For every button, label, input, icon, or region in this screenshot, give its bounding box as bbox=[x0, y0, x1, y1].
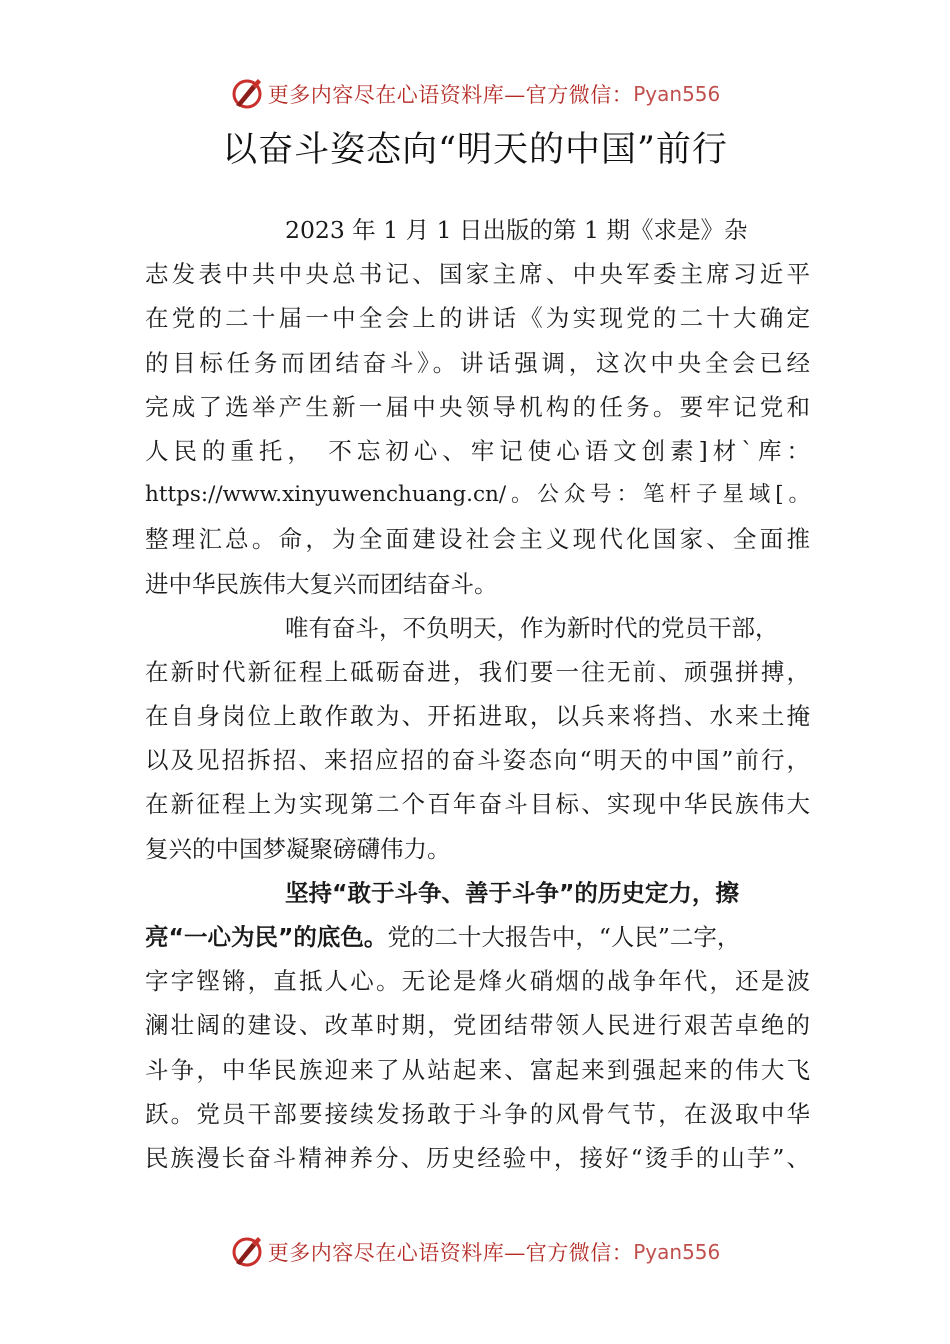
text-line-rest: 党的二十大报告中，“人民”二字， bbox=[387, 923, 741, 951]
text-line: 以及见招拆招、来招应招的奋斗姿态向“明天的中国”前行， bbox=[145, 746, 810, 775]
text-line: 在党的二十届一中全会上的讲话《为实现党的二十大确定 bbox=[145, 304, 810, 333]
footer-banner bbox=[0, 1232, 950, 1272]
paragraph-2 bbox=[145, 606, 810, 871]
text-line: https://www.xinyuwenchuang.cn/。公众号：笔杆子星域[。 bbox=[145, 482, 810, 508]
text-line: 进中华民族伟大复兴而团结奋斗。 bbox=[145, 569, 498, 598]
text-line: 在自身岗位上敢作敢为、开拓进取，以兵来将挡、水来土掩 bbox=[145, 702, 810, 731]
text-line: 志发表中共中央总书记、国家主席、中央军委主席习近平 bbox=[145, 260, 810, 289]
text-line: 跃。党员干部要接续发扬敢于斗争的风骨气节，在汲取中华 bbox=[145, 1099, 810, 1128]
text-line: 斗争，中华民族迎来了从站起来、富起来到强起来的伟大飞 bbox=[145, 1055, 810, 1084]
text-line: 人民的重托， 不忘初心、牢记使心语文创素]材`库： bbox=[145, 436, 810, 465]
pen-logo-icon bbox=[230, 1235, 264, 1269]
text-line: 澜壮阔的建设、改革时期，党团结带领人民进行艰苦卓绝的 bbox=[145, 1011, 810, 1040]
bold-heading-line: 坚持“敢于斗争、善于斗争”的历史定力，擦 bbox=[285, 878, 739, 907]
text-line: 整理汇总。命，为全面建设社会主义现代化国家、全面推 bbox=[145, 525, 810, 554]
text-line: 在新征程上为实现第二个百年奋斗目标、实现中华民族伟大 bbox=[145, 790, 810, 819]
paragraph-1 bbox=[145, 208, 810, 606]
header-wechat-id: Pyan556 bbox=[633, 82, 721, 106]
header-banner bbox=[0, 74, 950, 114]
header-banner-text: 更多内容尽在心语资料库—官方微信： bbox=[267, 83, 634, 107]
document-title: 以奋斗姿态向“明天的中国”前行 bbox=[222, 130, 728, 170]
paragraph-3 bbox=[145, 871, 810, 1180]
text-line: 在新时代新征程上砥砺奋进，我们要一往无前、顽强拼搏， bbox=[145, 657, 810, 686]
document-body bbox=[145, 208, 810, 1180]
footer-wechat-id: Pyan556 bbox=[633, 1240, 721, 1264]
text-line: 复兴的中国梦凝聚磅礴伟力。 bbox=[145, 834, 451, 863]
text-line: 完成了选举产生新一届中央领导机构的任务。要牢记党和 bbox=[145, 392, 810, 421]
text-line bbox=[145, 915, 810, 959]
text-line: 民族漫长奋斗精神养分、历史经验中，接好“烫手的山芋”、 bbox=[145, 1143, 810, 1172]
text-line: 的目标任务而团结奋斗》。讲话强调，这次中央全会已经 bbox=[145, 348, 810, 377]
text-line: 字字铿锵，直抵人心。无论是烽火硝烟的战争年代，还是波 bbox=[145, 967, 810, 996]
bold-heading-end: 亮“一心为民”的底色。 bbox=[145, 923, 388, 951]
footer-banner-text: 更多内容尽在心语资料库—官方微信： bbox=[267, 1241, 634, 1265]
pen-logo-icon bbox=[230, 77, 264, 111]
text-line: 唯有奋斗，不负明天，作为新时代的党员干部， bbox=[285, 613, 779, 642]
text-line: 2023 年 1 月 1 日出版的第 1 期《求是》杂 bbox=[285, 216, 748, 244]
